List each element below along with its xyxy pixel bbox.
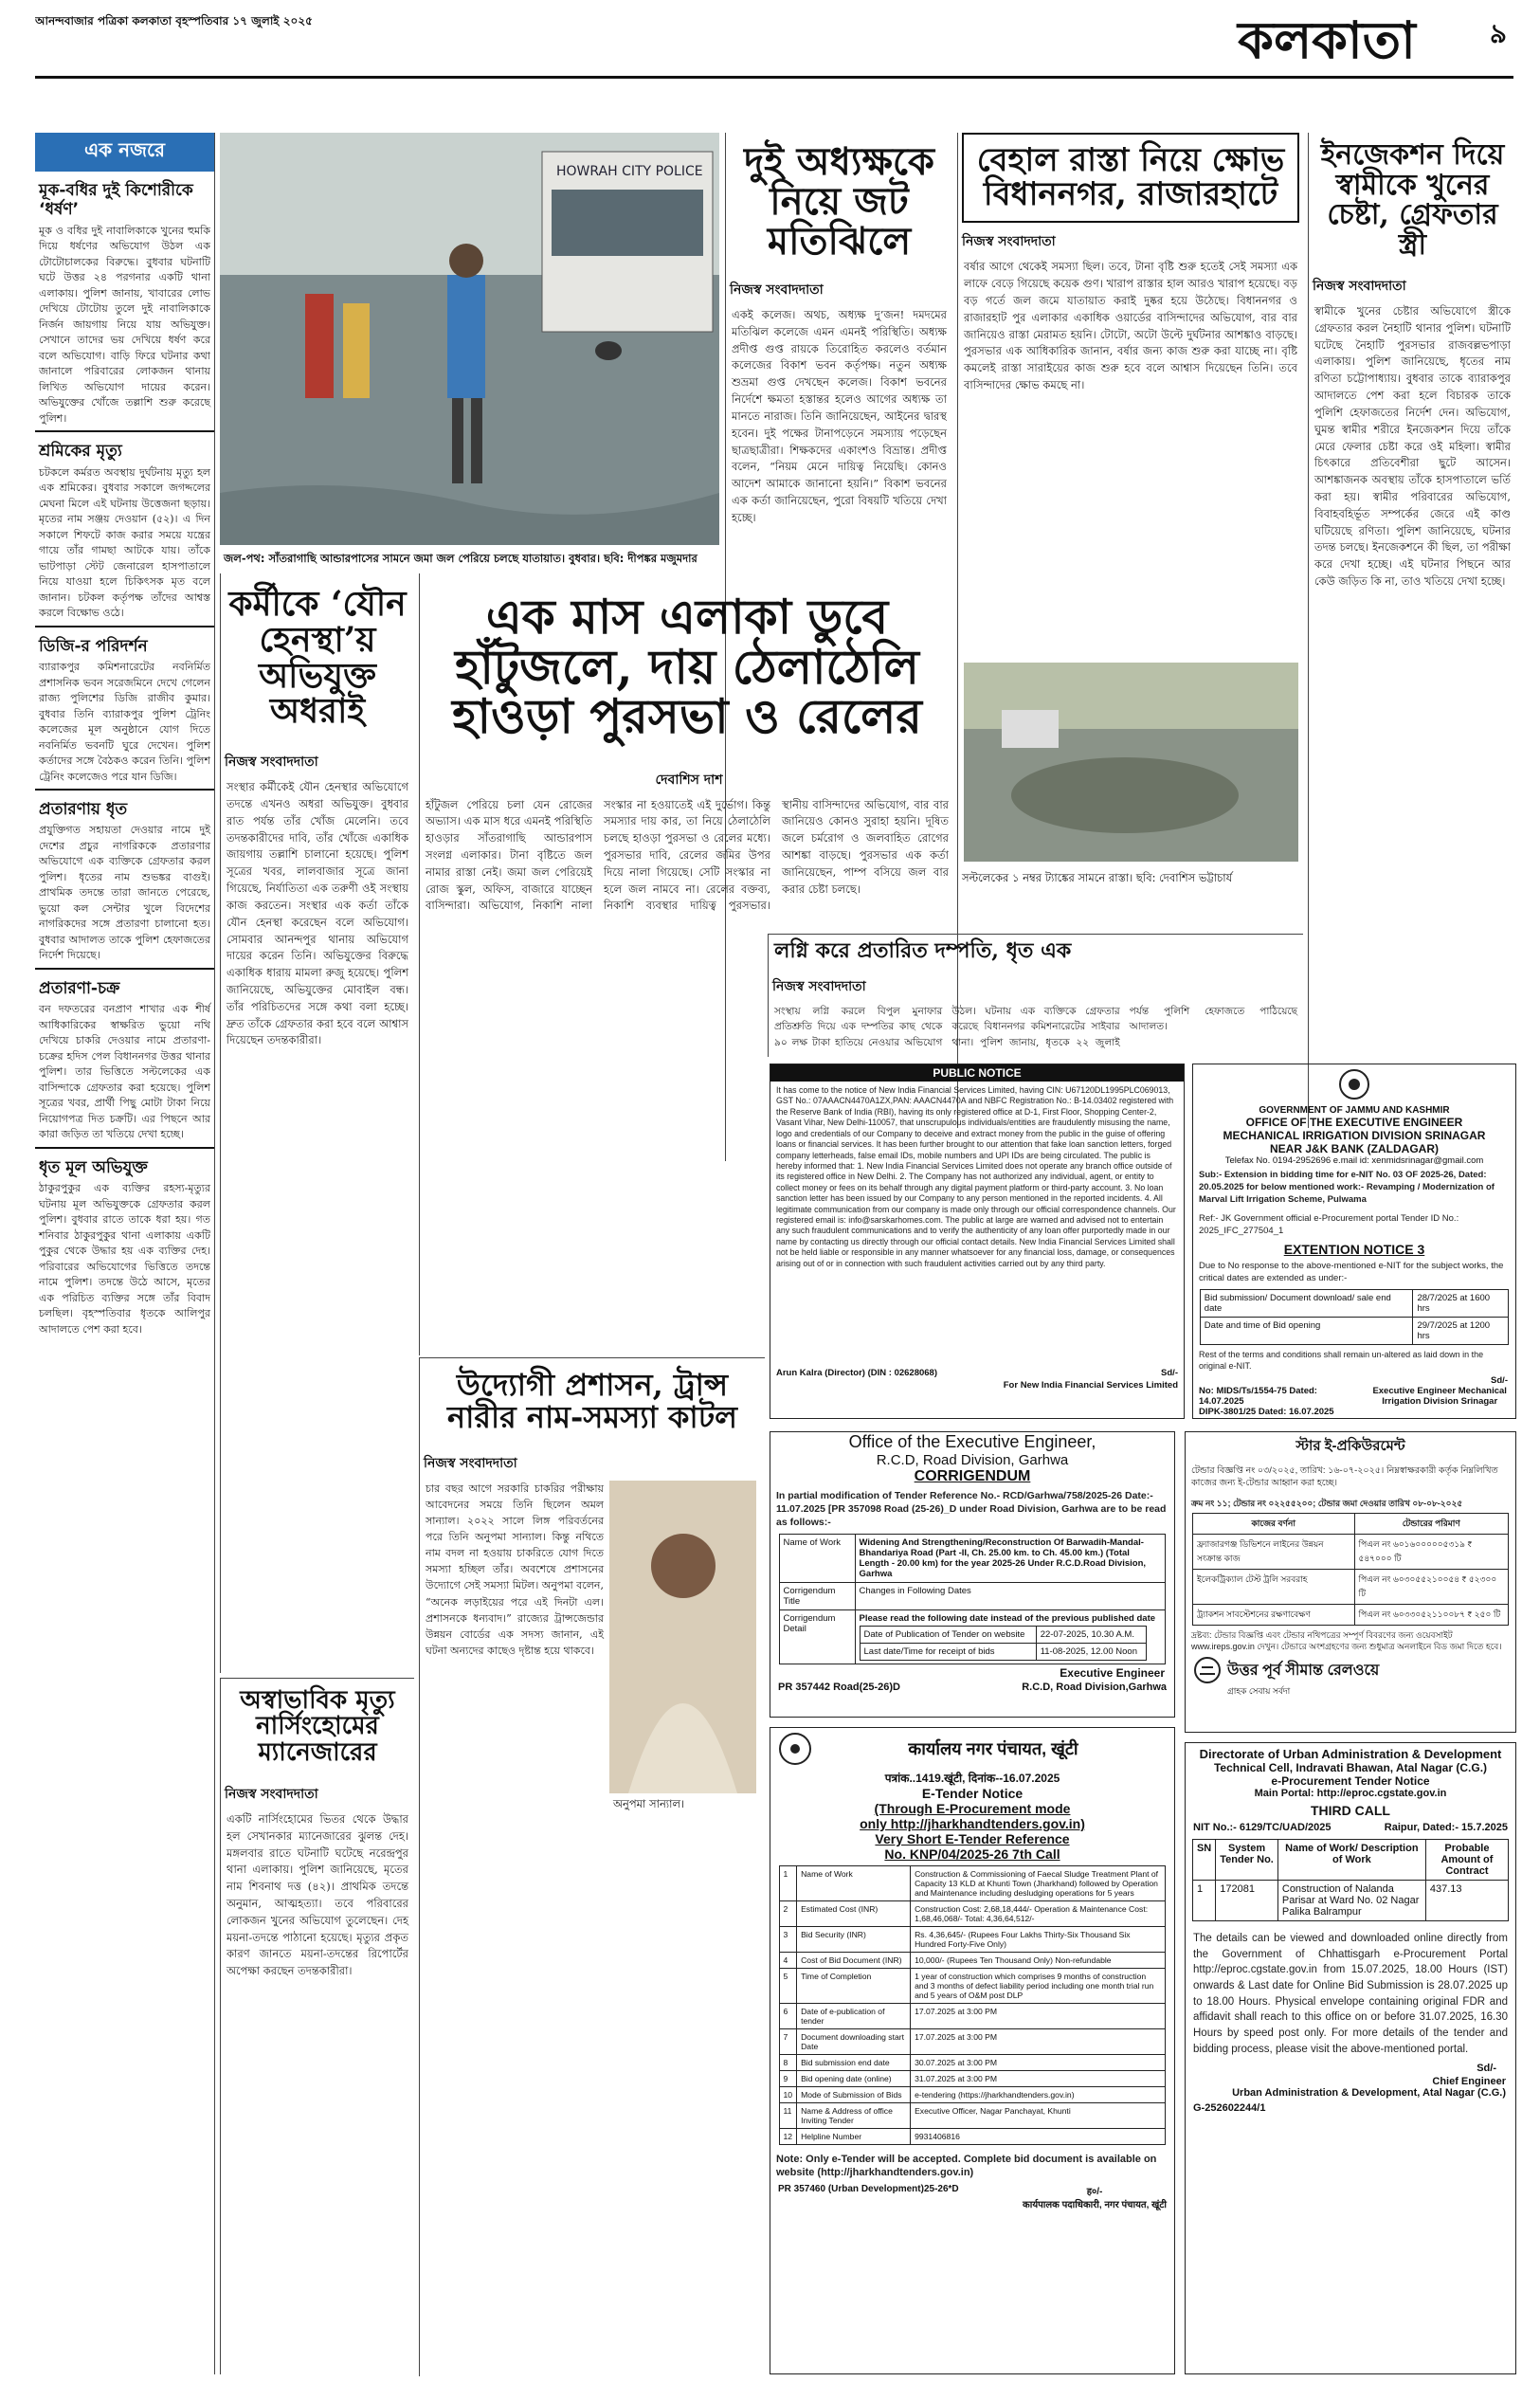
headline-karmi: কর্মীকে ‘যৌন হেনস্থা’য় অভিযুক্ত অধরাই [228,584,407,732]
table-row [1192,1840,1508,1881]
table-cell: 4 [779,1952,797,1968]
table-cell: e-tendering (https://jharkhandtenders.gov.in) [911,2086,1166,2102]
page-number: ৯ [1489,18,1507,49]
main-photo [220,133,719,545]
table-cell: 9 [779,2070,797,2086]
ad-jk-ext: EXTENTION NOTICE 3 [1283,1242,1425,1258]
table-cell: 1 year of construction which comprises 9 months of construction and 3 months of defect liability period including one month trial run and 5 years of O&M post DLP [911,1968,1166,2003]
table-cell: Corrigendum Title [779,1582,855,1609]
ad-jk-no: No: MIDS/Ts/1554-75 Dated: 14.07.2025 [1199,1385,1317,1407]
behal-photo [964,663,1298,862]
ad-nif-sign-name: Arun Kalra (Director) (DIN : 02628068) [776,1368,937,1378]
ad-khunti-sign: कार्यपालक पदाधिकारी, नगर पंचायत, खूंटी [1023,2200,1167,2211]
masthead-rule [35,76,1513,79]
bus-sign: HOWRAH CITY POLICE [556,164,703,179]
ad-nif-title: PUBLIC NOTICE [770,1064,1184,1082]
table-cell: Bid submission end date [797,2054,911,2070]
ad-jk-sd: Sd/- [1491,1374,1508,1386]
ad-nif-sd: Sd/- [1161,1368,1178,1378]
table-cell: 9931406816 [911,2128,1166,2144]
table-cell: 7 [779,2028,797,2054]
table-row [779,1952,1166,1968]
byline-dui: নিজস্ব সংবাদদাতা [730,282,824,298]
sidebar-item-title: ধৃত মূল অভিযুক্ত [35,1147,214,1181]
ad-khunti-l4: Very Short E-Tender Reference [875,1831,1070,1846]
table-cell: পিএল নং ৬০৩৩০৫২১১০০৮৭ ₹ ২৫০ টি [1354,1604,1509,1625]
table-cell: 437.13 [1425,1881,1508,1921]
table-cell: 3 [779,1926,797,1952]
table-cell: Last date/Time for receipt of bids [860,1643,1036,1660]
ad-jk-l5: Telefax No. 0194-2952696 e.mail id: xenmidsrinagar@gmail.com [1224,1155,1484,1166]
table-row [779,1968,1166,2003]
table-cell: Document downloading start Date [797,2028,911,2054]
ad-khunti-l5: No. KNP/04/2025-26 7th Call [884,1846,1060,1862]
sidebar-item-title: মূক-বধির দুই কিশোরীকে ‘ধর্ষণ’ [39,181,193,220]
table-cell: 11 [779,2102,797,2128]
table-cell: 10 [779,2086,797,2102]
table-row [779,2128,1166,2144]
table-cell: Bid opening date (online) [797,2070,911,2086]
story-udyogi [419,1357,765,2376]
sidebar-item-text: মূক ও বধির দুই নাবালিকাকে খুনের হুমকি দিয়ে ধর্ষণের অভিযোগ উঠল এক টোটোচালকের বিরুদ্ধে। বুধবার ঘটনাটি ঘটে উত্তর ২৪ পরগনার একটি থানা এলাকায়। পুলিশ জানায়, খাবারের লোভ দেখিয়ে টোটোয় তুলে দুই নাবালিকাকে নির্জন জায়গায় নিয়ে যায় অভিযুক্ত। সেখানে তাদের ভয় দেখিয়ে ধর্ষণ করে বলে অভিযোগ। বাড়ি ফিরে ঘটনার কথা জানালে পরিবারের লোকজন থানায় লিখিত অভিযোগ দায়ের করেন। অভিযুক্তের খোঁজে তল্লাশি শুরু করেছে পুলিশ। [39,224,210,425]
sidebar-item-title: প্রতারণায় ধৃত [35,789,214,823]
byline-behal: নিজস্ব সংবাদদাতা [962,234,1056,250]
table-row [1192,1881,1508,1921]
portrait-caption: অনুপমা সান্যাল। [613,1797,685,1811]
table-head: SN [1192,1840,1215,1881]
table-cell: 1 [1192,1881,1215,1921]
ad-garhwa [770,1431,1175,1718]
ad-nif-sign-for: For New India Financial Services Limited [1003,1380,1178,1391]
table-cell: Construction & Commissioning of Faecal Sludge Treatment Plant of Capacity 13 KLD at Khunti Town (Jharkhand) followed by Operation and Maintenance including desludging operations for 5 years [911,1865,1166,1900]
table-cell: ফ্র্যাজারগঞ্জ ডিভিশনে লাইনের উন্নয়ন সংক্রান্ত কাজ [1192,1534,1354,1569]
ad-khunti-l2: (Through E-Procurement mode [874,1801,1071,1816]
table-cell: Name & Address of office Inviting Tender [797,2102,911,2128]
ad-khunti-l1: E-Tender Notice [921,1786,1024,1801]
table-head: Name of Work/ Description of Work [1277,1840,1425,1881]
ad-star-meta: ক্রম নং ১১; টেন্ডার নং ০২২৫৫২০০; টেন্ডার জমা দেওয়ার তারিখ ০৮-০৮-২০২৫ [1191,1498,1463,1508]
headline-udyogi: উদ্যোগী প্রশাসন, ট্রান্স নারীর নাম-সমস্যা কাটল [446,1367,737,1435]
headline-injection: ইনজেকশন দিয়ে স্বামীকে খুনের চেষ্টা, গ্রেফতার স্ত্রী [1320,138,1505,262]
table-row [779,1582,1166,1609]
headline-asvabhabik: অস্বাভাবিক মৃত্যু নার্সিংহোমের ম্যানেজারের [240,1686,395,1767]
ad-garhwa-foot1: PR 357442 Road(25-26)D [778,1681,901,1693]
ad-cg-l2: Technical Cell, Indravati Bhawan, Atal Nagar (C.G.) [1213,1761,1488,1774]
table-row [1192,1534,1508,1569]
table-row [1192,1604,1508,1625]
ad-garhwa-dates [860,1626,1147,1661]
table-head: Probable Amount of Contract [1425,1840,1508,1881]
table-cell: Changes in Following Dates [855,1582,1166,1609]
ad-star [1185,1431,1516,1733]
table-head: টেন্ডারের পরিমাণ [1354,1513,1509,1534]
ad-khunti-l3: only http://jharkhandtenders.gov.in) [860,1816,1085,1831]
ad-jk-l1: GOVERNMENT OF JAMMU AND KASHMIR [1259,1105,1450,1116]
ad-cg [1185,1742,1516,2374]
table-cell: Corrigendum Detail [779,1609,855,1664]
table-row [1192,1513,1508,1534]
byline-injection: নিজস্ব সংবাদদাতা [1313,279,1406,294]
ad-khunti [770,1727,1175,2374]
table-cell: 11-08-2025, 12.00 Noon [1036,1643,1146,1660]
byline-lagni: নিজস্ব সংবাদদাতা [772,979,866,995]
behal-caption: সল্টলেকের ১ নম্বর ট্যাঙ্কের সামনে রাস্তা। ছবি: দেবাশিস ভট্টাচার্য [962,871,1233,885]
ad-star-sub: গ্রাহক সেবায় সর্বদা [1227,1686,1291,1697]
ad-star-title: স্টার ই-প্রকিউরমেন্ট [1295,1438,1405,1454]
headline-lagni: লগ্নি করে প্রতারিত দম্পতি, ধৃত এক [774,938,1072,963]
sidebar-item-title: প্রতারণা-চক্র [35,968,214,1002]
table-cell: পিএল নং ৬০১৬০০০০০৫৩১৯ ₹ ৫৪৭০০০ টি [1354,1534,1509,1569]
ad-cg-l3: e-Procurement Tender Notice [1271,1774,1430,1788]
table-row [779,1609,1166,1664]
ad-cg-nit: NIT No.:- 6129/TC/UAD/2025 [1193,1822,1332,1833]
table-cell: Bid submission/ Document download/ sale end date [1200,1289,1413,1317]
table-cell: 5 [779,1968,797,2003]
masthead-date: আনন্দবাজার পত্রিকা কলকাতা বৃহস্পতিবার ১৭ জুলাই ২০২৫ [35,14,313,27]
ad-jk-rest: Rest of the terms and conditions shall remain un-altered as laid down in the original e-NIT. [1199,1349,1484,1371]
table-cell: Date and time of Bid opening [1200,1317,1413,1344]
sidebar-items [35,172,214,1341]
ad-jk-desc: Due to No response to the above-mentioned e-NIT for the subject works, the critical dates are extended as under:- [1199,1261,1504,1283]
story-karmi [220,573,414,1673]
ad-khunti-pr: PR 357460 (Urban Development)25-26*D [778,2184,959,2195]
body-behal: বর্ষার আগে থেকেই সমস্যা ছিল। তবে, টানা বৃষ্টি শুরু হতেই সেই সমস্যা এক লাফে বেড়ে গিয়েছে কয়েক গুণ। খারাপ রাস্তার হাল আরও খারাপ হয়েছে। বড় বড় গর্তে জল জমে যাতায়াত করাই দুষ্কর হয়ে উঠেছে। বিধাননগর ও রাজারহাট পুর এলাকার একাধিক ওয়ার্ডের বাসিন্দাদের অভিযোগ, বার বার জানিয়েও রাস্তা মেরামত হয়নি। টোটো, অটো উল্টে দুর্ঘটনার আশঙ্কাও বাড়ছে। পুরসভার এক আধিকারিক জানান, বর্ষার জন্য কাজ শুরু করা যাচ্ছে না। বৃষ্টি কমলেই রাস্তা সারাইয়ের কাজ শুরু হবে বলে আশ্বাস দিয়েছেন তিনি। তবে বাসিন্দাদের ক্ষোভ কমছে না। [964,260,1297,392]
byline-asvabhabik: নিজস্ব সংবাদদাতা [225,1786,318,1802]
table-cell: Name of Work [797,1865,911,1900]
body-ekmas: হাঁটুজল পেরিয়ে চলা যেন রোজের অভ্যাস। এক মাস ধরে এমনই পরিস্থিতি হাওড়ার সাঁতরাগাছি আন্ডারপাস সংলগ্ন এলাকার। টানা বৃষ্টিতে জল নামার রাস্তা নেই। জমা জল পেরিয়েই রোজ স্কুল, অফিস, বাজারে যাচ্ছেন বাসিন্দারা। অভিযোগ, নিকাশি নালা সংস্কার না হওয়াতেই এই দুর্ভোগ। কিন্তু সমস্যার দায় কার, তা নিয়ে ঠেলাঠেলি চলছে হাওড়া পুরসভা ও রেলের মধ্যে। পুরসভার দাবি, রেলের জমির উপর দিয়ে নালা গিয়েছে। সেটি সংস্কার না হলে জল নামবে না। রেলের বক্তব্য, নিকাশি ব্যবস্থার দায়িত্ব পুরসভার। স্থানীয় বাসিন্দাদের অভিযোগ, বার বার জানিয়েও কোনও সুরাহা হয়নি। দূষিত জলে চর্মরোগ ও জলবাহিত রোগের আশঙ্কা বাড়ছে। পুরসভার এক কর্তা জানিয়েছেন, পাম্প বসিয়ে জল বার করার চেষ্টা চলছে। [426,797,949,913]
ad-khunti-sd: ह०/- [1086,2187,1103,2198]
table-row [779,2054,1166,2070]
table-cell: 28/7/2025 at 1600 hrs [1413,1289,1509,1317]
ad-garhwa-l3: CORRIGENDUM [914,1468,1031,1484]
ad-star-text: টেন্ডার বিজ্ঞপ্তি নং ০৩/২০২৫, তারিখ: ১৬-০৭-২০২৫। নিম্নস্বাক্ষরকারী কর্তৃক নিম্নলিখিত কাজের জন্য ই-টেন্ডার আহ্বান করা হচ্ছে। [1191,1465,1498,1488]
sidebar-item-text: ঠাকুরপুকুর এক ব্যক্তির রহস্য-মৃত্যুর ঘটনায় মূল অভিযুক্তকে গ্রেফতার করল পুলিশ। বুধবার রাতে তাকে ধরা হয়। গত শনিবার ঠাকুরপুকুর থানা এলাকায় একটি পুকুর থেকে উদ্ধার হয় এক ব্যক্তির দেহ। পরিবারের অভিযোগের ভিত্তিতে তদন্তে নামে পুলিশ। তদন্তে উঠে আসে, মৃতের এক পরিচিত ব্যক্তির সঙ্গে তাঁর বিবাদ চলছিল। বৃহস্পতিবার ধৃতকে আলিপুর আদালতে পেশ করা হবে। [39,1182,210,1336]
emblem-icon [778,1732,812,1766]
table-cell: ইলেকট্রিক্যাল টেস্ট ট্রলি সরবরাহ [1192,1569,1354,1604]
ad-cg-text: The details can be viewed and downloaded online directly from the Government of Chhattisgarh e-Procurement Portal http://eproc.cgstate.gov.in from 15.07.2025, 18.00 Hours (IST) onwards & Last date for Online Bid Submission is 28.07.2025 up to 18.00 Hours. Physical envelope containing original FDR and affidavit shall reach to this office on or before 31.07.2025, 16.30 Hours by speed post only. For more details of the tender and bidding process, please visit the above-mentioned portal. [1193,1933,1508,2055]
table-cell: 12 [779,2128,797,2144]
ad-cg-sd: Sd/- [1477,2063,1496,2075]
table-cell: 2 [779,1900,797,1926]
ad-jk-l3: MECHANICAL IRRIGATION DIVISION SRINAGAR [1223,1129,1486,1142]
table-cell: ট্র্যাকশন সাবস্টেশনের রক্ষণাবেক্ষণ [1192,1604,1354,1625]
table-cell: 22-07-2025, 10.30 A.M. [1036,1626,1146,1643]
headline-dui: দুই অধ্যক্ষকে নিয়ে জট মতিঝিলে [744,139,934,264]
table-row [1200,1317,1508,1344]
sidebar-item-text: চটকলে কর্মরত অবস্থায় দুর্ঘটনায় মৃত্যু হল এক শ্রমিকের। বুধবার সকালে জগদ্দলের মেঘনা মিলে এই ঘটনায় উত্তেজনা ছড়ায়। মৃতের নাম সঞ্জয় দেওয়ান (৫২)। এ দিন সকালে শিফটে কাজ করার সময়ে যন্ত্রের গায়ে তাঁর গামছা আটকে যায়। তাঁকে ভাটপাড়া স্টেট জেনারেল হাসপাতালে নিয়ে যাওয়া হলে চিকিৎসক মৃত বলে জানান। চটকল কর্তৃপক্ষ তাঁদের আশ্বস্ত করলে বিক্ষোভ ওঠে। [39,465,210,620]
headline-ekmas: এক মাস এলাকা ডুবে হাঁটুজলে, দায় ঠেলাঠেলি হাওড়া পুরসভা ও রেলের [452,589,922,744]
body-karmi: সংস্থার কর্মীকেই যৌন হেনস্থার অভিযোগে তদন্তে এখনও অধরা অভিযুক্ত। বুধবার রাত পর্যন্ত তাঁর খোঁজ মেলেনি। তবে তদন্তকারীদের দাবি, তাঁর খোঁজে একাধিক জায়গায় তল্লাশি চালানো হয়েছে। পুলিশ সূত্রের খবর, লালবাজার সূত্রে জানা গিয়েছে, নির্যাতিতা এক তরুণী ওই সংস্থায় কাজ করতেন। সংস্থার এক কর্তা তাঁকে যৌন হেনস্থা করেছেন বলে অভিযোগ। সোমবার আনন্দপুর থানায় অভিযোগ দায়ের করেন তিনি। অভিযুক্তের বিরুদ্ধে একাধিক ধারায় মামলা রুজু হয়েছে। পুলিশ জানিয়েছে, অভিযুক্তের মোবাইল বন্ধ। তাঁর পরিচিতদের সঙ্গে কথা বলা হচ্ছে। দ্রুত তাঁকে গ্রেফতার করা হবে বলে আশ্বাস দিয়েছেন তদন্তকারীরা। [226,780,408,1047]
table-cell: Bid Security (INR) [797,1926,911,1952]
body-dui: একই কলেজ। অথচ, অধ্যক্ষ দু’জন! দমদমের মতিঝিল কলেজে এমন এমনই পরিস্থিতি। অধ্যক্ষ প্রদীপ্ত গুপ্ত রায়কে তিরোহিত করলেও বর্তমান কলেজের বিকাশ ভবন কর্তৃপক্ষ। নতুন অধ্যক্ষ শুভ্রমা গুপ্ত দেখছেন কলেজ। বিকাশ ভবনের নির্দেশে ক্ষমতা হস্তান্তর হলেও আগের অধ্যক্ষ তা মানতে নারাজ। তিনি জানিয়েছেন, আইনের দ্বারস্থ হবেন। দুই পক্ষের টানাপড়েনে সমস্যায় পড়েছেন ছাত্রছাত্রীরা। শিক্ষকদের একাংশও বিভ্রান্ত। প্রদীপ্ত বলেন, “নিয়ম মেনে দায়িত্ব নিয়েছি। কোনও আদেশ আমাকে জানানো হয়নি।” বিকাশ ভবনের এক কর্তা জানিয়েছেন, পুরো বিষয়টি খতিয়ে দেখা হচ্ছে। [732,308,947,524]
table-cell: Mode of Submission of Bids [797,2086,911,2102]
railway-logo-icon [1193,1656,1222,1684]
ad-garhwa-l2: R.C.D, Road Division, Garhwa [876,1452,1069,1468]
table-head: System Tender No. [1216,1840,1278,1881]
byline-udyogi: নিজস্ব সংবাদদাতা [424,1456,517,1472]
table-cell: 17.07.2025 at 3:00 PM [911,2028,1166,2054]
byline-ekmas: দেবাশিস দাশ [655,772,723,788]
table-row [779,1534,1166,1582]
table-cell: 172081 [1216,1881,1278,1921]
portrait-illustration [609,1481,756,1793]
ad-jk-notice [1192,1064,1516,1419]
table-row [1192,1569,1508,1604]
ad-garhwa-table [779,1534,1167,1664]
table-cell: Date of Publication of Tender on website [860,1626,1036,1643]
ad-garhwa-sign: Executive Engineer [1060,1665,1165,1680]
ad-cg-date: Raipur, Dated:- 15.7.2025 [1384,1822,1508,1833]
ad-star-table [1192,1513,1509,1626]
table-cell: 29/7/2025 at 1200 hrs [1413,1317,1509,1344]
ad-cg-l4: Main Portal: http://eproc.cgstate.gov.in [1254,1788,1447,1799]
ad-jk-l4: NEAR J&K BANK (ZALDAGAR) [1270,1142,1439,1155]
emblem-icon [1338,1068,1370,1100]
portrait-photo [609,1481,756,1793]
table-cell: Construction Cost: 2,68,18,444/- Operation & Maintenance Cost: 1,68,46,068/- Total: 4,36,64,512/- [911,1900,1166,1926]
ad-jk-sign: Executive Engineer Mechanical Irrigation Division Srinagar [1372,1385,1507,1407]
table-row [779,2070,1166,2086]
ad-star-sign: উত্তর পূর্ব সীমান্ত রেলওয়ে [1227,1662,1380,1679]
sidebar-item-text: ব্যারাকপুর কমিশনারেটের নবনির্মিত প্রশাসনিক ভবন সরেজমিনে দেখে গেলেন রাজ্য পুলিশের ডিজি রাজীব কুমার। বুধবার তিনি ব্যারাকপুর পুলিশ ট্রেনিং কলেজের মূল অনুষ্ঠানে যোগ দিতে নবনির্মিত ভবনটি ঘুরে দেখেন। পুলিশ কর্তাদের সঙ্গে বৈঠকও করেন তিনি। পুলিশ ট্রেনিং কলেজেও পরে যান ডিজি। [39,661,210,783]
ad-star-note: দ্রষ্টব্য: টেন্ডার বিজ্ঞপ্তি এবং টেন্ডার নথিপত্রের সম্পূর্ণ বিবরণের জন্য ওয়েবসাইট www.ireps.gov.in দেখুন। টেন্ডারে অংশগ্রহণের জন্য শুধুমাত্র অনলাইনে বিড জমা দিতে হবে। [1191,1629,1502,1651]
story-injection [1308,133,1516,1128]
table-row [860,1626,1146,1643]
table-cell: 31.07.2025 at 3:00 PM [911,2070,1166,2086]
table-cell: Time of Completion [797,1968,911,2003]
damaged-road-illustration [964,663,1298,862]
ad-garhwa-intro: In partial modification of Tender Reference No.- RCD/Garhwa/758/2025-26 Date:- 11.07.2025 [PR 357098 Road (25-26)_D under Road Division, Garhwa are to be read as follows:- [776,1490,1167,1529]
ad-public-notice [770,1064,1185,1419]
table-row [860,1643,1146,1660]
ad-khunti-table [779,1865,1167,2145]
table-cell [855,1609,1166,1664]
ad-cg-l5: THIRD CALL [1311,1803,1390,1818]
table-cell: Helpline Number [797,2128,911,2144]
ad-garhwa-l1: Office of the Executive Engineer, [848,1432,1096,1451]
table-cell: 8 [779,2054,797,2070]
table-cell: Rs. 4,36,645/- (Rupees Four Lakhs Thirty-Six Thousand Six Hundred Forty-Five Only) [911,1926,1166,1952]
table-row [779,2003,1166,2028]
sidebar [35,133,215,2374]
table-cell: Estimated Cost (INR) [797,1900,911,1926]
body-lagni: সংস্থায় লগ্নি করলে বিপুল মুনাফার প্রতিশ্রুতি দিয়ে এক দম্পতির কাছ থেকে ৯০ লক্ষ টাকা হাতিয়ে নেওয়ার অভিযোগ উঠল। ঘটনায় এক ব্যক্তিকে গ্রেফতার করেছে বিধাননগর কমিশনারেটের সাইবার থানা। পুলিশ জানায়, ধৃতকে ২২ জুলাই পর্যন্ত পুলিশি হেফাজতে পাঠিয়েছে আদালত। [774,1006,1297,1048]
ad-khunti-ref: पत्रांक..1419.खूंटी, दिनांक--16.07.2025 [884,1772,1060,1785]
corrigendum-detail: Please read the following date instead of the previous published date [859,1612,1156,1624]
table-cell: Construction of Nalanda Parisar at Ward No. 02 Nagar Palika Balrampur [1277,1881,1425,1921]
ad-khunti-title: कार्यालय नगर पंचायत, खूंटी [908,1739,1078,1758]
ad-nif-text: It has come to the notice of New India Financial Services Limited, having CIN: U67120DL1995PLC069013, GST No.: 07AAACN4470A1ZX,PAN: AAACN4470A and NBFC Registration No.: B-14.03402 registered with the Reserve Bank of India (RBI), having its only registered office at D-1, First Floor, Shopping Center-2, Vasant Vihar, New Delhi-110057, that unscrupulous individuals/entities are fraudulently misusing the name, logo and credentials of our Company to deceive and extract money from the public in the guise of offering loans or financial services. It has been further brought to our attention that fake loan sanction letters, forged company letterheads, false email IDs, mobile numbers and UPI IDs are being circulated. The public is hereby informed that: 1. New India Financial Services Limited does not operate any branch office outside of its registered office in New Delhi. 2. The Company has not authorized any individual, agent, or entity to collect money or fees on its behalf through any digital payment platform or third-party account. 3. No loan sanction letter has been issued by our Company to any person mentioned in the reported incidents. 4. All legitimate communication from our company is made only through our official correspondence channels. Our registered email is: info@sarskarhomes.com. The public at large are warned and advised not to entertain any such fraudulent communications and to verify the authenticity of any loan offer purportedly made in our name by contacting us directly through our official contact details. New India Financial Services Limited shall not be held liable or responsible in any manner whatsoever for any financial loss, damage, or consequences arising out of or in connection with such fraudulent activities carried out by any third party. [776,1085,1176,1268]
table-row [779,1865,1166,1900]
table-cell: 10,000/- (Rupees Ten Thousand Only) Non-refundable [911,1952,1166,1968]
ad-cg-foot: G-252602244/1 [1193,2102,1266,2115]
sidebar-header: এক নজরে [35,133,214,172]
ad-jk-ref: Ref:- JK Government official e-Procurement portal Tender ID No.: 2025_IFC_277504_1 [1199,1213,1459,1237]
body-asvabhabik: একটি নার্সিংহোমের ভিতর থেকে উদ্ধার হল সেখানকার ম্যানেজারের ঝুলন্ত দেহ। মঙ্গলবার রাতে ঘটনাটি ঘটেছে নরেন্দ্রপুর থানা এলাকায়। পুলিশ জানিয়েছে, মৃতের নাম শিবনাথ দত্ত (৪২)। প্রাথমিক তদন্তে অনুমান, আত্মহত্যা। তবে পরিবারের লোকজন খুনের অভিযোগ তুলেছেন। দেহ ময়না-তদন্তে পাঠানো হয়েছে। মৃত্যুর প্রকৃত কারণ জানতে ময়না-তদন্তের রিপোর্টের অপেক্ষা করছেন তদন্তকারীরা। [226,1811,408,1978]
byline-karmi: নিজস্ব সংবাদদাতা [225,755,318,771]
section-title: কলকাতা [1238,10,1416,70]
table-cell: 6 [779,2003,797,2028]
table-cell: Widening And Strengthening/Reconstruction Of Barwadih-Mandal-Bhandariya Road (Part -II, Ch. 25.00 km. to Ch. 45.00 km.) (Total Length - 20.00 km) for the year 2025-26 Under R.C.D.Road Division, Garhwa [855,1534,1166,1582]
ad-cg-l1: Directorate of Urban Administration & Development [1199,1747,1502,1761]
table-row [779,1900,1166,1926]
table-cell: Executive Officer, Nagar Panchayat, Khunti [911,2102,1166,2128]
ad-cg-sign2: Urban Administration & Development, Atal Nagar (C.G.) [1232,2087,1506,2100]
table-row [779,2028,1166,2054]
table-row [779,2086,1166,2102]
ad-cg-table [1192,1839,1509,1921]
table-cell: 30.07.2025 at 3:00 PM [911,2054,1166,2070]
table-cell: পিএল নং ৬০৩০৫৫২১০০৫৪ ₹ ৫২৩০০ টি [1354,1569,1509,1604]
body-udyogi: চার বছর আগে সরকারি চাকরির পরীক্ষায় আবেদনের সময়ে তিনি ছিলেন অমল সান্যাল। ২০২২ সালে লিঙ্গ পরিবর্তনের পরে তিনি অনুপমা সান্যাল। কিন্তু নথিতে নাম বদল না হওয়ায় চাকরিতে যোগ দিতে সমস্যা হচ্ছিল তাঁর। অবশেষে প্রশাসনের উদ্যোগে সেই সমস্যা মিটল। অনুপমা বলেন, “অনেক লড়াইয়ের পরে এই দিনটা এল। প্রশাসনকে ধন্যবাদ।” রাজ্যের ট্রান্সজেন্ডার উন্নয়ন বোর্ডের এক সদস্য জানান, এই ঘটনা অন্যদের কাছেও দৃষ্টান্ত হয়ে থাকবে। [426,1482,604,1657]
sidebar-item-title: শ্রমিকের মৃত্যু [35,430,214,464]
table-cell: 1 [779,1865,797,1900]
table-row [1200,1289,1508,1317]
table-cell: 17.07.2025 at 3:00 PM [911,2003,1166,2028]
table-cell: Date of e-publication of tender [797,2003,911,2028]
ad-khunti-note: Note: Only e-Tender will be accepted. Complete bid document is available on website (http://jharkhandtenders.gov.in) [776,2153,1157,2179]
ad-jk-l2: OFFICE OF THE EXECUTIVE ENGINEER [1245,1116,1463,1129]
ad-jk-table [1200,1289,1509,1345]
flooded-road-illustration [220,133,719,545]
sidebar-item-text: বন দফতরের বনপ্রাণ শাখার এক শীর্ষ আধিকারিকের স্বাক্ষরিত ভুয়ো নথি দেখিয়ে চাকরি দেওয়ার নামে প্রতারণা-চক্রের হদিস পেল বিধাননগর উত্তর থানার পুলিশ। তার ভিত্তিতে সল্টলেকের এক বাসিন্দাকে গ্রেফতার করা হয়েছে। পুলিশ সূত্রের খবর, প্রার্থী পিছু মোটা টাকা নিয়ে নিয়োগপত্র দিত চক্রটি। এর পিছনে আর কারা জড়িত তা খতিয়ে দেখা হচ্ছে। [39,1003,210,1141]
table-row [779,1926,1166,1952]
ad-cg-sign1: Chief Engineer [1432,2076,1506,2088]
table-cell: Cost of Bid Document (INR) [797,1952,911,1968]
table-row [779,2102,1166,2128]
headline-behal: বেহাল রাস্তা নিয়ে ক্ষোভ বিধাননগর, রাজারহাটে [962,133,1299,223]
main-photo-caption: জল-পথ: সাঁতরাগাছি আন্ডারপাসের সামনে জমা জল পেরিয়ে চলছে যাতায়াত। বুধবার। ছবি: দীপঙ্কর মজুমদার [224,552,698,565]
story-asvabhabik [220,1678,414,2374]
table-cell: Name of Work [779,1534,855,1582]
ad-jk-sub: Sub:- Extension in bidding time for e-NIT No. 03 OF 2025-26, Dated: 20.05.2025 for below mentioned work:- Revamping / Modernization of Marval Lift Irrigation Scheme, Pulwama [1199,1170,1495,1205]
sidebar-item-text: প্রযুক্তিগত সহায়তা দেওয়ার নামে দুই দেশের প্রচুর নাগরিককে প্রতারণার অভিযোগে এক ব্যক্তিকে গ্রেফতার করল পুলিশ। ধৃতের নাম শুভঙ্কর বাগুই। প্রাথমিক তদন্তে তারা জানতে পেরেছে, ভুয়ো কল সেন্টার খুলে বিদেশের নাগরিকদের সঙ্গে প্রতারণা চালানো হত। বুধবার আদালত তাকে পুলিশ হেফাজতের নির্দেশ দিয়েছে। [39,824,210,962]
story-lagni [768,934,1303,1057]
ad-garhwa-foot2: R.C.D, Road Division,Garhwa [1022,1681,1167,1693]
body-injection: স্বামীকে খুনের চেষ্টার অভিযোগে স্ত্রীকে গ্রেফতার করল নৈহাটি থানার পুলিশ। ঘটনাটি ঘটেছে নৈহাটি পুরসভার রাজবল্লভপাড়া এলাকায়। পুলিশ জানিয়েছে, ধৃতের নাম রণিতা চট্টোপাধ্যায়। বুধবার তাকে ব্যারাকপুর আদালতে পেশ করা হলে বিচারক তাকে পুলিশি হেফাজতের নির্দেশ দেন। অভিযোগ, ঘুমন্ত স্বামীর শরীরে ইনজেকশন দিয়ে তাঁকে মেরে ফেলার চেষ্টা করে ওই মহিলা। স্বামীর চিৎকারে প্রতিবেশীরা ছুটে আসেন। আশঙ্কাজনক অবস্থায় তাঁকে হাসপাতালে ভর্তি করা হয়। স্বামীর পরিবারের অভিযোগ, বিবাহবহির্ভূত সম্পর্কের জেরে এই কাণ্ড ঘটিয়েছে রণিতা। পুলিশ জানিয়েছে, ঘটনার তদন্ত চলছে। ইনজেকশনে কী ছিল, তা পরীক্ষা করে দেখা হচ্ছে। এই ঘটনার পিছনে আর কেউ জড়িত কি না, তাও খতিয়ে দেখা হচ্ছে। [1314,304,1511,588]
table-head: কাজের বর্ণনা [1192,1513,1354,1534]
ad-jk-dipk: DIPK-3801/25 Dated: 16.07.2025 [1199,1406,1334,1417]
sidebar-item-title: ডিজি-র পরিদর্শন [35,626,214,660]
